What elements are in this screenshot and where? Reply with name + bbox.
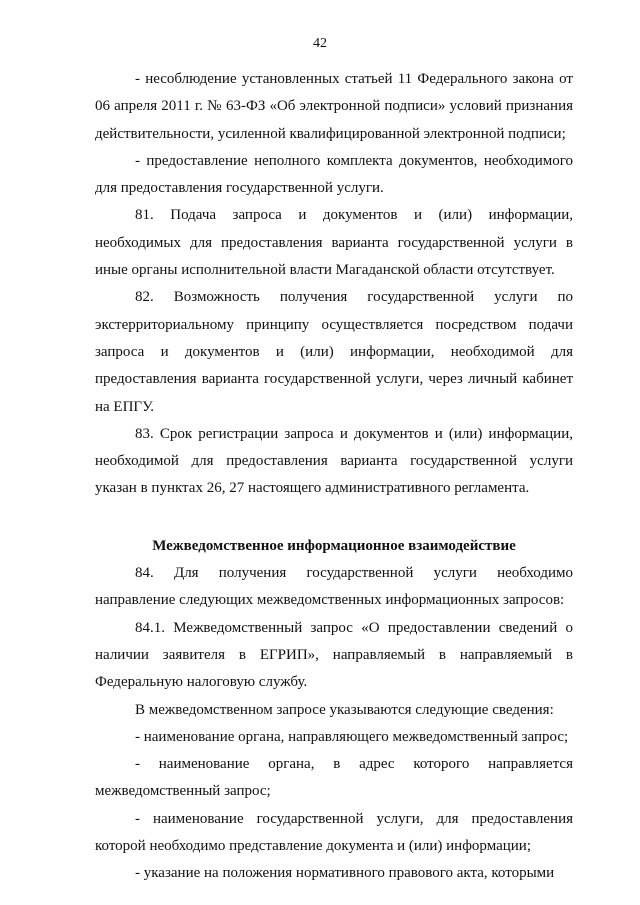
paragraph-request-recipient: - наименование органа, в адрес которого направляется межведомственный запрос; [95,756,573,800]
paragraph-82: 82. Возможность получения государственной услуги по экстерриториальному принципу осуществляется посредством подачи запроса и документов и (или) информации, необходимой для предоставления варианта государственной услуги, через личный кабинет на ЕПГУ. [95,289,573,415]
page-number: 42 [313,36,327,51]
paragraph-request-sender: - наименование органа, направляющего межведомственный запрос; [135,728,569,745]
paragraph-request-details-intro: В межведомственном запросе указываются следующие сведения: [135,701,554,718]
document-body [95,66,573,888]
section-heading: Межведомственное информационное взаимодействие [152,537,516,554]
paragraph-normative-act: - указание на положения нормативного правового акта, которыми [135,865,555,882]
paragraph-84: 84. Для получения государственной услуги необходимо направление следующих межведомственных информационных запросов: [95,565,573,609]
paragraph-incomplete-documents: - предоставление неполного комплекта документов, необходимого для предоставления государственной услуги. [95,152,573,197]
paragraph-83: 83. Срок регистрации запроса и документов и (или) информации, необходимой для предоставления варианта государственной услуги указан в пунктах 26, 27 настоящего административного регламента. [95,425,573,497]
paragraph-81: 81. Подача запроса и документов и (или) информации, необходимых для предоставления варианта государственной услуги в иные органы исполнительной власти Магаданской области отсутствует. [95,207,573,279]
section-spacer [95,503,573,515]
paragraph-service-name: - наименование государственной услуги, для предоставления которой необходимо представление документа и (или) информации; [95,810,573,855]
paragraph-84-1: 84.1. Межведомственный запрос «О предоставлении сведений о наличии заявителя в ЕГРИП», направляемый в направляемый в Федеральную налоговую службу. [95,619,573,691]
paragraph-signature-condition: - несоблюдение установленных статьей 11 Федерального закона от 06 апреля 2011 г. № 63-ФЗ «Об электронной подписи» условий признания действительности, усиленной квалифицированной электронной подписи; [95,71,573,142]
